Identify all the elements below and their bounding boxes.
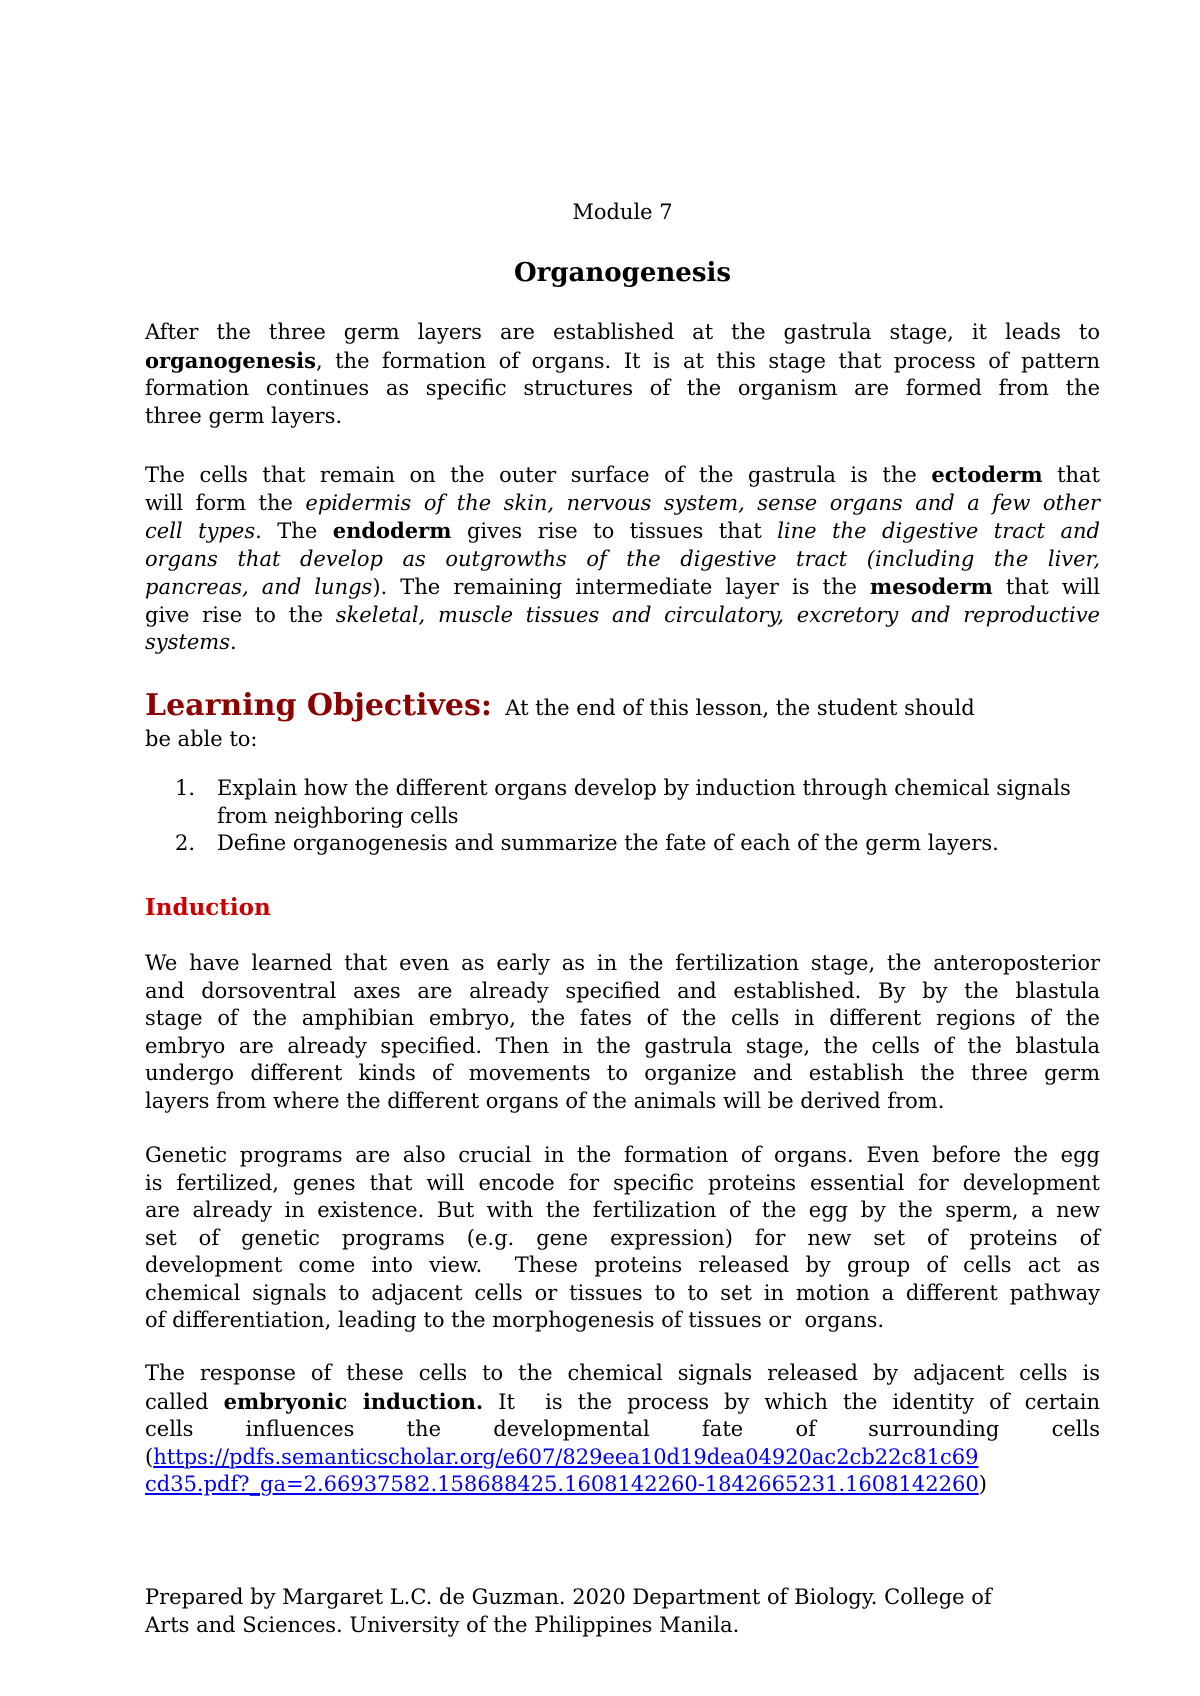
list-number: 2. bbox=[175, 831, 196, 855]
reference-link-continued[interactable]: cd35.pdf?_ga=2.66937582.158688425.1608142260-1842665231.1608142260 bbox=[145, 1472, 979, 1496]
ectoderm-term: ectoderm bbox=[931, 462, 1043, 487]
module-label: Module 7 bbox=[572, 200, 673, 224]
objectives-intro-line2: be able to: bbox=[145, 727, 258, 751]
learning-objectives-heading: Learning Objectives: bbox=[145, 688, 492, 723]
induction-paragraph-2: Genetic programs are also crucial in the formation of organs. Even before the egg is fertilized, genes that will encode for specific proteins essential for development are already in existence. But with the fertilization of the egg by the sperm, a new set of genetic programs (e.g. gene expression) for new set of proteins of development come into view. These proteins released by group of cells act as chemical signals to adjacent cells or tissues to to set in motion a different pathway of differentiation, leading to the morphogenesis of tissues or organs. bbox=[145, 1143, 1100, 1332]
list-item: 1. Explain how the different organs develop by induction through chemical signals from neighboring cells bbox=[175, 776, 1071, 828]
germ-line: The cells that remain on the outer surface of the gastrula is the ectoderm that bbox=[145, 462, 1100, 487]
embryonic-induction-term: embryonic induction. bbox=[223, 1388, 484, 1414]
endoderm-term: endoderm bbox=[332, 518, 452, 543]
intro-line: organogenesis, the formation of organs. It is at this stage that process of pattern bbox=[145, 347, 1100, 373]
list-item: 2. Define organogenesis and summarize the fate of each of the germ layers. bbox=[175, 830, 1100, 858]
germ-line: cell types. The endoderm gives rise to tissues that line the digestive tract and bbox=[145, 518, 1101, 543]
induction-paragraph-1: We have learned that even as early as in the fertilization stage, the anteroposterior and dorsoventral axes are already specified and established. By by the blastula stage of the amphibian embryo, the fates of the cells in different regions of the embryo are already specified. Then in the gastrula stage, the cells of the blastula undergo different kinds of movements to organize and establish the three germ layers from where the different organs of the animals will be derived from. bbox=[145, 951, 1100, 1113]
induction-heading: Induction bbox=[145, 894, 271, 921]
germ-line: pancreas, and lungs). The remaining intermediate layer is the mesoderm that will bbox=[145, 574, 1100, 599]
intro-line: After the three germ layers are established at the gastrula stage, it leads to bbox=[145, 320, 1100, 344]
reference-link[interactable]: https://pdfs.semanticscholar.org/e607/829eea10d19dea04920ac2cb22c81c69 bbox=[153, 1444, 979, 1469]
germ-line: will form the epidermis of the skin, nervous system, sense organs and a few other bbox=[145, 490, 1100, 515]
intro-paragraph bbox=[145, 319, 1100, 430]
mesoderm-term: mesoderm bbox=[870, 574, 993, 599]
induction-paragraph-3: The response of these cells to the chemical signals released by adjacent cells is called embryonic induction. It is the process by which the identity of certain cells influences the developmental fate of surrounding cells (https://pdfs.semanticscholar.org/e607/829eea10d19dea04920ac2cb22c81c69 cd35.pdf?_ga=2.66937582.158688425.1608142260-1842665231.1608142260) bbox=[145, 1361, 1100, 1496]
learning-objectives-intro bbox=[145, 687, 1100, 753]
germ-line: give rise to the skeletal, muscle tissues and circulatory, excretory and reproductive bbox=[145, 602, 1100, 627]
page-title: Organogenesis bbox=[514, 258, 731, 288]
intro-line: formation continues as specific structures of the organism are formed from the bbox=[145, 376, 1100, 400]
organogenesis-term: organogenesis bbox=[145, 347, 316, 373]
germ-line: systems. bbox=[145, 630, 237, 654]
germ-layers-paragraph bbox=[145, 461, 1100, 657]
objectives-list bbox=[175, 775, 1100, 858]
list-number: 1. bbox=[175, 776, 196, 800]
intro-line: three germ layers. bbox=[145, 403, 343, 428]
footer-credits: Prepared by Margaret L.C. de Guzman. 2020 Department of Biology. College of Arts and Sciences. University of the Philippines Manila. bbox=[145, 1585, 992, 1637]
objectives-intro-text: At the end of this lesson, the student should bbox=[491, 696, 975, 720]
document-page bbox=[145, 0, 1100, 1696]
germ-line: organs that develop as outgrowths of the digestive tract (including the liver, bbox=[145, 546, 1100, 571]
